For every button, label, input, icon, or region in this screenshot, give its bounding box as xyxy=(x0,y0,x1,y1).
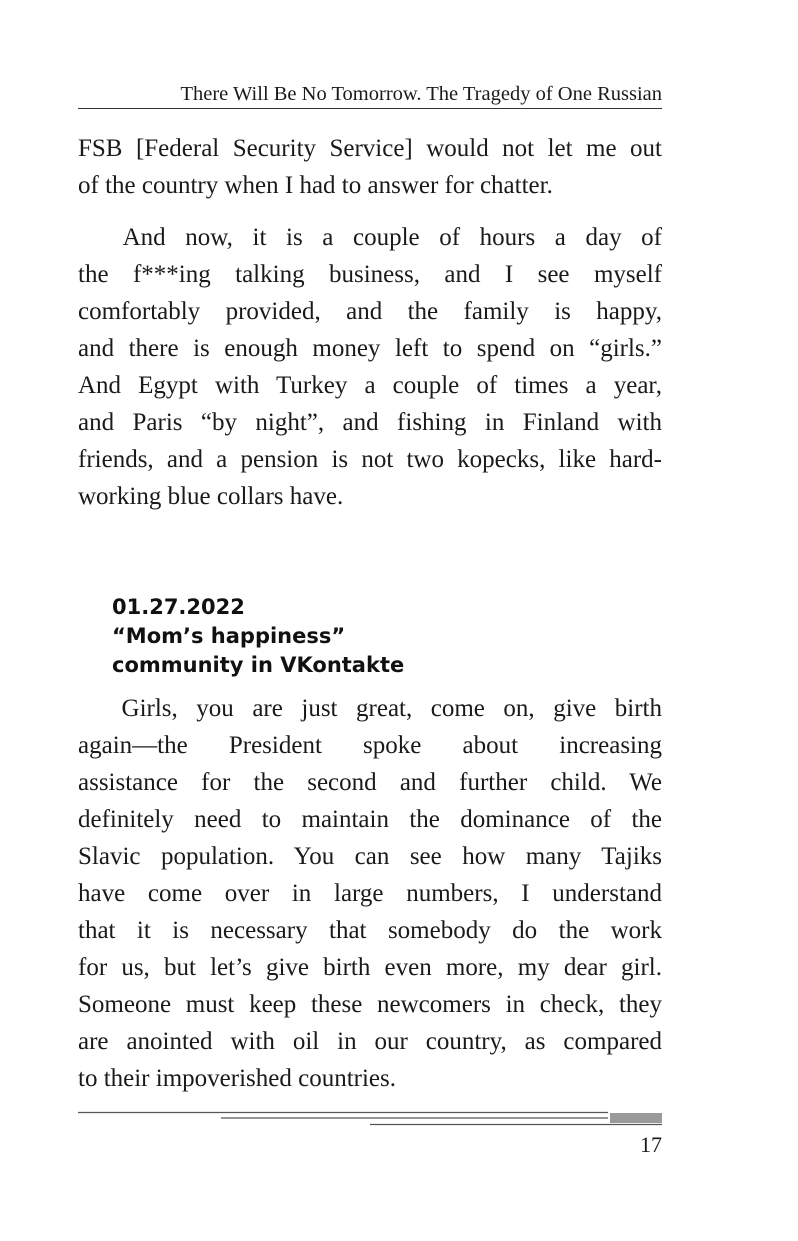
paragraph-continuation xyxy=(78,130,662,204)
text-line: that it is necessary that somebody do the work xyxy=(78,917,662,944)
text-line: to their impoverished countries. xyxy=(78,1065,396,1092)
text-line: definitely need to maintain the dominance of the xyxy=(78,806,662,833)
text-line: and there is enough money left to spend on “girls.” xyxy=(78,335,662,362)
text-line: have come over in large numbers, I understand xyxy=(78,880,662,907)
text-line: Someone must keep these newcomers in check, they xyxy=(78,991,662,1018)
text-line: assistance for the second and further child. We xyxy=(78,769,662,796)
text-line: again—the President spoke about increasing xyxy=(78,732,662,759)
entry-source-title: “Mom’s happiness” xyxy=(112,624,346,648)
entry-date: 01.27.2022 xyxy=(112,595,245,619)
text-line: are anointed with oil in our country, as compared xyxy=(78,1028,662,1055)
paragraph-and-now xyxy=(78,219,662,515)
text-line: FSB [Federal Security Service] would not let me out xyxy=(78,135,662,162)
text-line: and Paris “by night”, and fishing in Finland with xyxy=(78,409,662,436)
page-number: 17 xyxy=(640,1132,662,1157)
text-line: Slavic population. You can see how many Tajiks xyxy=(78,843,662,870)
text-line: friends, and a pension is not two kopecks, like hard- xyxy=(78,446,662,473)
entry-text xyxy=(78,690,662,1097)
text-line: working blue collars have. xyxy=(78,483,344,510)
header-rule xyxy=(78,108,662,109)
text-line: And now, it is a couple of hours a day of xyxy=(78,224,662,251)
text-line: of the country when I had to answer for chatter. xyxy=(78,172,553,199)
entry-source-subtitle: community in VKontakte xyxy=(112,653,405,677)
text-line: Girls, you are just great, come on, give birth xyxy=(78,695,662,722)
text-line: comfortably provided, and the family is happy, xyxy=(78,298,662,325)
running-header: There Will Be No Tomorrow. The Tragedy of One Russian xyxy=(180,83,662,105)
entry-heading xyxy=(112,593,612,680)
text-line: for us, but let’s give birth even more, my dear girl. xyxy=(78,954,662,981)
text-line: And Egypt with Turkey a couple of times a year, xyxy=(78,372,662,399)
footer-block xyxy=(610,1113,662,1123)
footer-ornament xyxy=(78,1110,662,1130)
text-line: the f***ing talking business, and I see myself xyxy=(78,261,662,288)
